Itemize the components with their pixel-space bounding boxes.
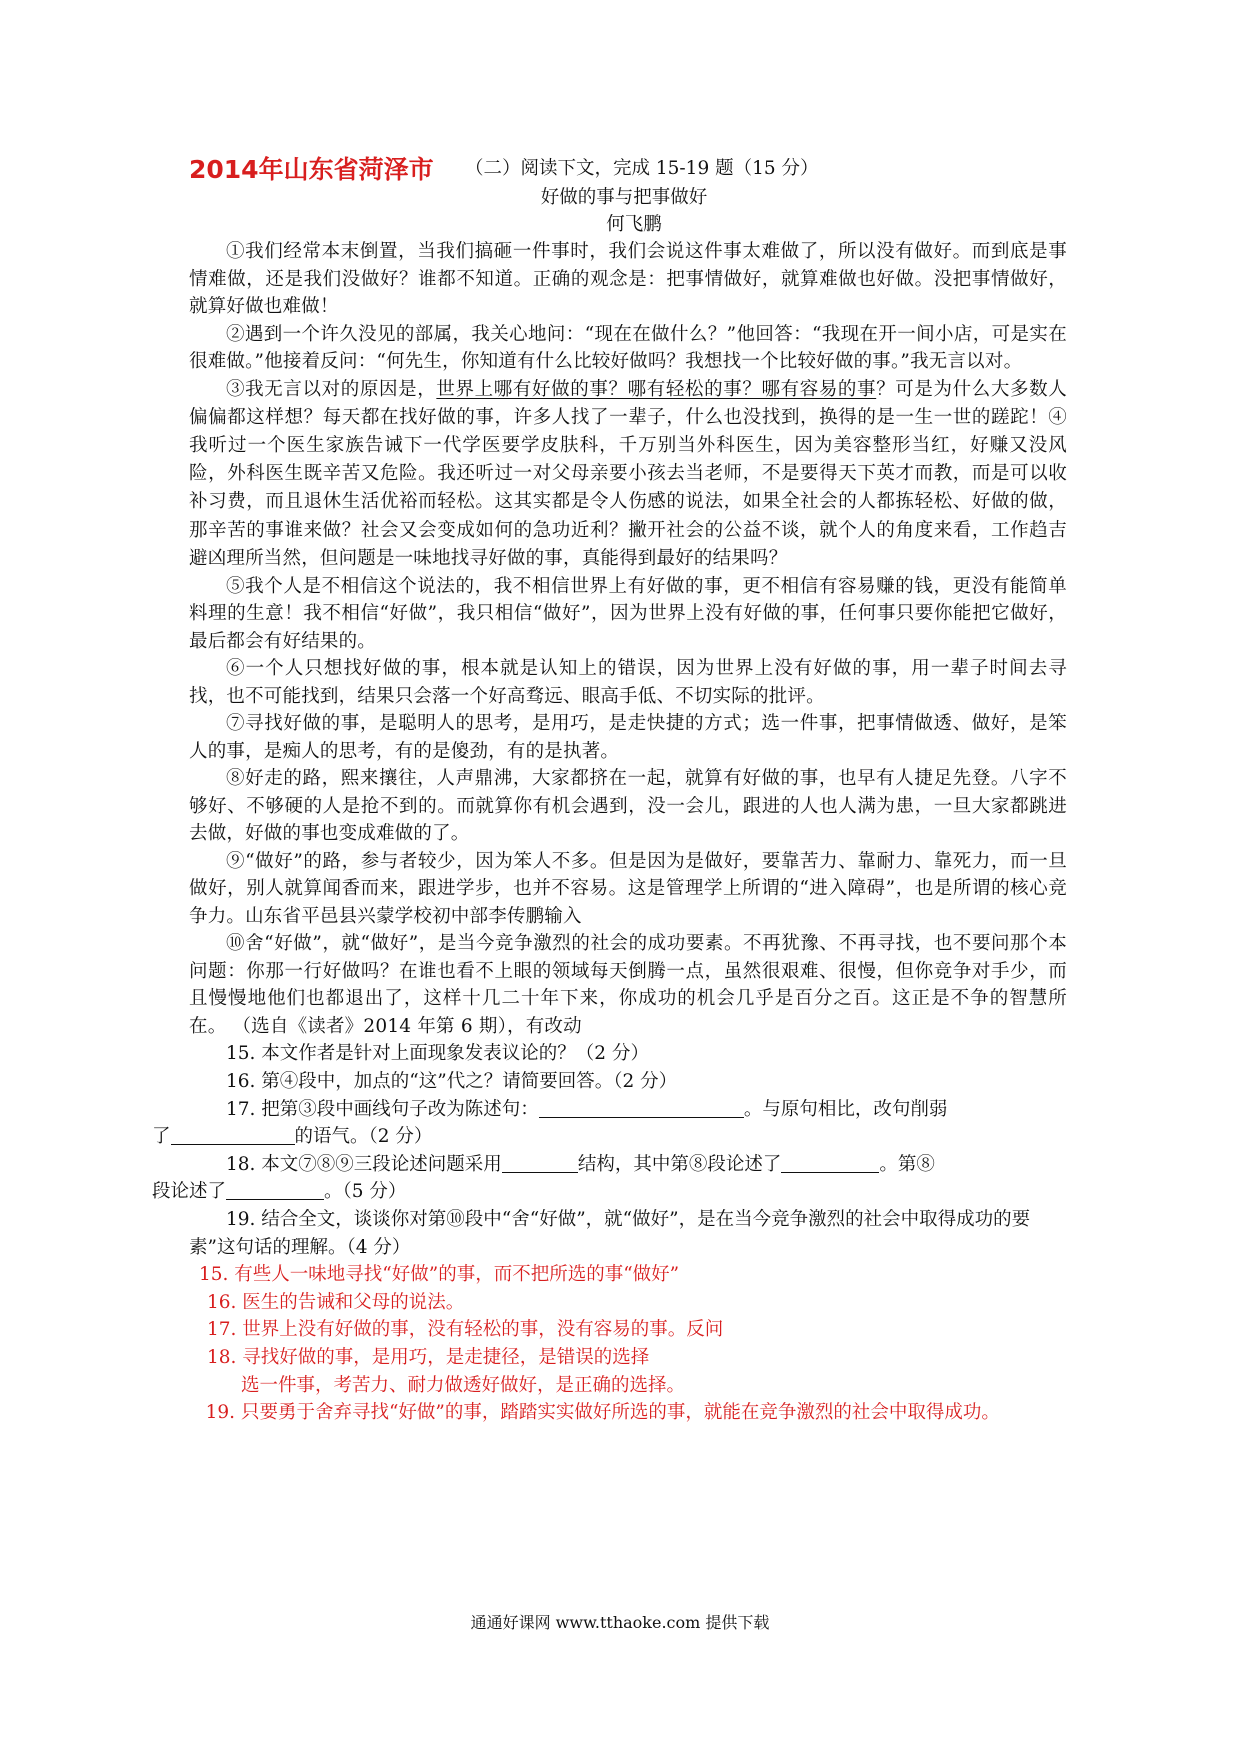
paragraph-3-lead: ③我无言以对的原因是， (226, 378, 437, 400)
paragraph-8: ⑧好走的路，熙来攘往，人声鼎沸，大家都挤在一起，就算有好做的事，也早有人捷足先登。八字不够好、不够硬的人是抢不到的。而就算你有机会遇到，没一会儿，跟进的人也人满为患，一旦大家都跳进去做，好做的事也变成难做的了。 (189, 768, 1067, 845)
question-17-prompt: 17. 把第③段中画线句子改为陈述句： (226, 1098, 539, 1120)
header-line (189, 148, 1067, 184)
essay-title: 好做的事与把事做好 (540, 187, 708, 208)
paragraph-10: ⑩舍“好做”，就“做好”，是当今竞争激烈的社会的成功要素。不再犹豫、不再寻找，也不要问那个本问题：你那一行好做吗？在谁也看不上眼的领域每天倒腾一点，虽然很艰难、很慢，但你竞争对手少，而且慢慢地他们也都退出了，这样十几二十年下来，你成功的机会几乎是百分之百。这正是不争的智慧所在。 （选自《读者》2014 年第 6 期），有改动 (189, 933, 1067, 1037)
answer-16: 16. 医生的告诫和父母的说法。 (207, 1291, 465, 1313)
answer-blank-17a[interactable] (539, 1097, 744, 1118)
answer-18-line-2: 选一件事，考苦力、耐力做透好做好，是正确的选择。 (241, 1374, 686, 1396)
question-18-prompt: 18. 本文⑦⑧⑨三段论述问题采用 (226, 1153, 502, 1175)
paragraph-6: ⑥一个人只想找好做的事，根本就是认知上的错误，因为世界上没有好做的事，用一辈子时间去寻找，也不可能找到，结果只会落一个好高骛远、眼高手低、不切实际的批评。 (189, 658, 1067, 707)
answer-19: 19. 只要勇于舍弃寻找“好做”的事，踏踏实实做好所选的事，就能在竞争激烈的社会中取得成功。 (205, 1402, 1000, 1424)
question-17 (152, 1096, 1067, 1151)
question-18 (152, 1151, 1067, 1206)
paragraph-1: ①我们经常本末倒置，当我们搞砸一件事时，我们会说这件事太难做了，所以没有做好。而到底是事情难做，还是我们没做好？谁都不知道。正确的观念是：把事情做好，就算难做也好做。没把事情做好，就算好做也难做！ (189, 241, 1067, 317)
answer-blank-18a[interactable] (502, 1152, 578, 1173)
question-19: 19. 结合全文，谈谈你对第⑩段中“舍“好做”，就“做好”，是在当今竞争激烈的社会中取得成功的要素”这句话的理解。（4 分） (189, 1208, 1031, 1258)
question-17-cont: 了 (152, 1126, 171, 1148)
question-16: 16. 第④段中，加点的“这”代之？请简要回答。（2 分） (226, 1071, 678, 1093)
paragraph-5: ⑤我个人是不相信这个说法的，我不相信世界上有好做的事，更不相信有容易赚的钱，更没有能简单料理的生意！我不相信“好做”，我只相信“做好”，因为世界上没有好做的事，任何事只要你能把它做好，最后都会有好结果的。 (189, 575, 1067, 652)
paragraph-7: ⑦寻找好做的事，是聪明人的思考，是用巧，是走快捷的方式；选一件事，把事情做透、做好，是笨人的事，是痴人的思考，有的是傻劲，有的是执著。 (189, 713, 1067, 762)
paragraph-9: ⑨“做好”的路，参与者较少，因为笨人不多。但是因为是做好，要靠苦力、靠耐力、靠死力，而一旦做好，别人就算闻香而来，跟进学步，也并不容易。这是管理学上所谓的“进入障碍”，也是所谓的核心竞争力。山东省平邑县兴蒙学校初中部李传鹏输入 (189, 850, 1067, 927)
underlined-sentence: 世界上哪有好做的事？哪有轻松的事？哪有容易的事 (436, 378, 877, 400)
paragraph-3 (189, 376, 1067, 573)
question-17-end: 的语气。（2 分） (294, 1126, 433, 1148)
essay-author: 何飞鹏 (606, 214, 662, 235)
document-page (152, 148, 1067, 1427)
footer-credit: 通通好课网 www.tthaoke.com 提供下载 (470, 1613, 770, 1632)
question-18-mid2: 。第⑧ (879, 1153, 935, 1175)
question-18-cont: 段论述了 (152, 1181, 227, 1203)
answer-17: 17. 世界上没有好做的事，没有轻松的事，没有容易的事。反问 (207, 1319, 724, 1341)
answer-blank-18b[interactable] (781, 1152, 879, 1173)
question-17-mid: 。与原句相比，改句削弱 (743, 1098, 948, 1120)
region-title: 2014年山东省菏泽市 (189, 155, 434, 184)
question-15: 15. 本文作者是针对上面现象发表议论的？（2 分） (226, 1043, 649, 1065)
answer-15: 15. 有些人一味地寻找“好做”的事，而不把所选的事“做好” (199, 1264, 680, 1286)
section-heading: （二）阅读下文，完成 15-19 题（15 分） (465, 158, 819, 179)
answer-blank-18c[interactable] (226, 1179, 324, 1200)
answer-blank-17b[interactable] (171, 1124, 295, 1145)
question-18-end: 。（5 分） (324, 1181, 407, 1203)
answer-18-line-1: 18. 寻找好做的事，是用巧，是走捷径，是错误的选择 (207, 1346, 650, 1368)
paragraph-2: ②遇到一个许久没见的部属，我关心地问：“现在在做什么？”他回答：“我现在开一间小店，可是实在很难做。”他接着反问：“何先生，你知道有什么比较好做吗？我想找一个比较好做的事。”我无言以对。 (189, 323, 1067, 372)
question-18-mid: 结构，其中第⑧段论述了 (577, 1153, 782, 1175)
paragraph-3-rest: ？可是为什么大多数人偏偏都这样想？每天都在找好做的事，许多人找了一辈子，什么也没找到，换得的是一生一世的蹉跎！④我听过一个医生家族告诫下一代学医要学皮肤科，千万别当外科医生，因为美容整形当红，好赚又没风险，外科医生既辛苦又危险。我还听过一对父母亲要小孩去当老师，不是要得天下英才而教，而是可以收补习费，而且退休生活优裕而轻松。这其实都是令人伤感的说法，如果全社会的人都拣轻松、好做的做，那辛苦的事谁来做？社会又会变成如何的急功近利？撇开社会的公益不谈，就个人的角度来看，工作趋吉避凶理所当然，但问题是一味地找寻好做的事，真能得到最好的结果吗？ (189, 378, 1067, 569)
